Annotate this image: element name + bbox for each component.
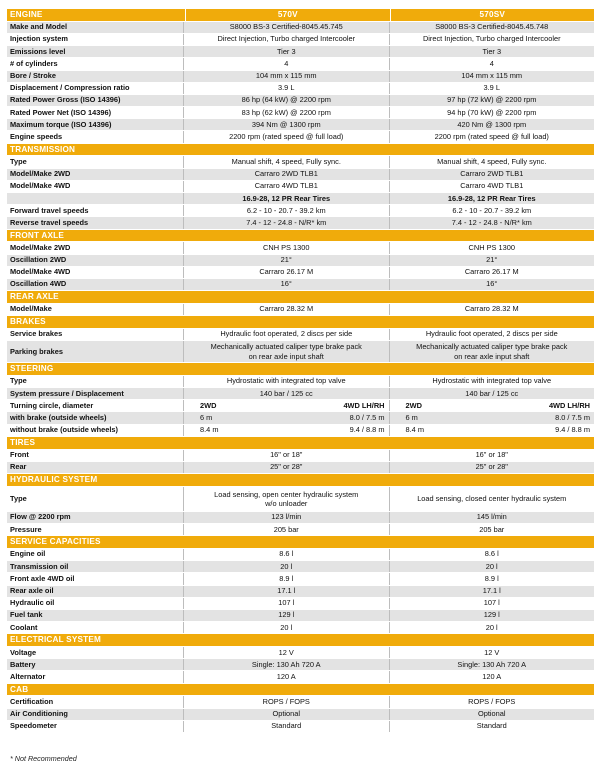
table-row (7, 156, 594, 168)
value-4wd: 8.0 / 7.5 m (349, 412, 385, 422)
section-header-engine (7, 9, 594, 22)
section-header-transmission (7, 144, 594, 157)
value-570v: Carraro 2WD TLB1 (183, 169, 389, 180)
row-label (7, 193, 183, 204)
table-row (7, 388, 594, 400)
value-570v: 205 bar (183, 524, 389, 535)
value-570sv (389, 400, 595, 411)
row-label: Hydraulic oil (10, 598, 55, 608)
row-label: Model/Make 2WD (10, 242, 71, 252)
value-570v: S8000 BS-3 Certified-8045.45.745 (183, 22, 389, 33)
value-570v: 120 A (183, 671, 389, 682)
row-label: Make and Model (10, 22, 68, 32)
value-570sv (389, 412, 595, 423)
section-title: FRONT AXLE (10, 230, 65, 240)
row-label: Engine oil (10, 549, 46, 559)
value-570sv: 97 hp (72 kW) @ 2200 rpm (389, 95, 595, 106)
row-label: Forward travel speeds (10, 205, 89, 215)
value-570v: Optional (183, 709, 389, 720)
value-570sv: 16.9-28, 12 PR Rear Tires (389, 193, 595, 204)
value-570v: Carraro 28.32 M (183, 304, 389, 315)
value-570sv: Carraro 26.17 M (389, 267, 595, 278)
section-title-engine: ENGINE (10, 10, 43, 19)
value-570v: 86 hp (64 kW) @ 2200 rpm (183, 95, 389, 106)
table-row (7, 647, 594, 659)
table-row (7, 267, 594, 279)
row-label: Rated Power Net (ISO 14396) (10, 107, 112, 117)
value-570sv: 4 (389, 58, 595, 69)
value-570sv: 20 l (389, 622, 595, 633)
value-570sv: 8.6 l (389, 549, 595, 560)
section-title: ELECTRICAL SYSTEM (10, 635, 102, 645)
section-header-rear-axle (7, 291, 594, 304)
value-570v: ROPS / FOPS (183, 696, 389, 707)
value-570sv: Carraro 2WD TLB1 (389, 169, 595, 180)
table-row (7, 95, 594, 107)
value-570sv: 129 l (389, 610, 595, 621)
value-570sv: 420 Nm @ 1300 rpm (389, 119, 595, 130)
value-2wd: 6 m (405, 412, 418, 422)
section-header-service-capacities (7, 536, 594, 549)
table-row (7, 450, 594, 462)
value-4wd: 9.4 / 8.8 m (555, 425, 590, 435)
value-570sv: 16" or 18" (389, 450, 595, 461)
table-row (7, 659, 594, 671)
subheader-2wd: 2WD (200, 400, 217, 410)
table-row (7, 376, 594, 388)
section-title: SERVICE CAPACITIES (10, 537, 101, 547)
table-row (7, 131, 594, 143)
column-header-570sv: 570SV (390, 9, 594, 21)
value-570sv: 16° (389, 279, 595, 290)
table-row (7, 573, 594, 585)
value-570v: Hydraulic foot operated, 2 discs per side (183, 329, 389, 340)
value-570v: 104 mm x 115 mm (183, 71, 389, 82)
row-label: Front (10, 450, 29, 460)
row-label: Model/Make 4WD (10, 181, 71, 191)
value-570v: 129 l (183, 610, 389, 621)
row-label: Rear axle oil (10, 586, 54, 596)
value-570sv: Standard (389, 721, 595, 732)
row-label: Rated Power Gross (ISO 14396) (10, 95, 121, 105)
value-570sv: Direct Injection, Turbo charged Intercooler (389, 34, 595, 45)
row-label: Front axle 4WD oil (10, 573, 75, 583)
table-row (7, 217, 594, 229)
value-570sv: 12 V (389, 647, 595, 658)
table-row (7, 721, 594, 733)
row-label: Fuel tank (10, 610, 43, 620)
table-row (7, 709, 594, 721)
value-line: Mechanically actuated caliper type brake pack (210, 342, 362, 352)
value-570sv: 145 l/min (389, 512, 595, 523)
table-row (7, 304, 594, 316)
table-row (7, 169, 594, 181)
row-label: Bore / Stroke (10, 71, 57, 81)
value-570v: 16" or 18" (183, 450, 389, 461)
value-line: on rear axle input shaft (454, 351, 530, 361)
value-570sv: 8.9 l (389, 573, 595, 584)
value-570v (183, 487, 389, 511)
table-row (7, 341, 594, 363)
table-row (7, 487, 594, 512)
table-row (7, 329, 594, 341)
table-row (7, 610, 594, 622)
row-label: Displacement / Compression ratio (10, 83, 130, 93)
value-570v: 12 V (183, 647, 389, 658)
value-570v: 17.1 l (183, 586, 389, 597)
value-570sv: Optional (389, 709, 595, 720)
row-label: Battery (10, 659, 36, 669)
value-570v: Manual shift, 4 speed, Fully sync. (183, 156, 389, 167)
table-row (7, 412, 594, 424)
value-570v: Tier 3 (183, 46, 389, 57)
table-row (7, 119, 594, 131)
table-row (7, 193, 594, 205)
row-label: Model/Make (10, 304, 52, 314)
row-label: Model/Make 2WD (10, 169, 71, 179)
table-row (7, 83, 594, 95)
value-570v: 3.9 L (183, 83, 389, 94)
value-570sv: 205 bar (389, 524, 595, 535)
section-title: CAB (10, 684, 29, 694)
column-header-570v: 570V (185, 9, 389, 21)
row-label: Injection system (10, 34, 68, 44)
table-row (7, 34, 594, 46)
row-label: Pressure (10, 524, 42, 534)
subheader-2wd: 2WD (405, 400, 422, 410)
row-label: System pressure / Displacement (10, 388, 124, 398)
table-row (7, 512, 594, 524)
table-row (7, 255, 594, 267)
row-label: with brake (outside wheels) (10, 412, 107, 422)
section-title: STEERING (10, 364, 54, 374)
table-row (7, 279, 594, 291)
value-570v: 6.2 - 10 - 20.7 - 39.2 km (183, 205, 389, 216)
table-row (7, 400, 594, 412)
value-570sv: 2200 rpm (rated speed @ full load) (389, 131, 595, 142)
value-570sv: Carraro 28.32 M (389, 304, 595, 315)
value-570v (183, 425, 389, 436)
table-row (7, 598, 594, 610)
row-label: Voltage (10, 647, 37, 657)
value-570sv: 7.4 - 12 - 24.8 - N/R* km (389, 217, 595, 228)
table-row (7, 58, 594, 70)
row-label: Oscillation 4WD (10, 279, 67, 289)
section-title: REAR AXLE (10, 292, 59, 302)
value-570v: 4 (183, 58, 389, 69)
value-570sv: S8000 BS-3 Certified-8045.45.748 (389, 22, 595, 33)
value-570v: 2200 rpm (rated speed @ full load) (183, 131, 389, 142)
value-570v: 16° (183, 279, 389, 290)
table-row (7, 181, 594, 193)
section-title: HYDRAULIC SYSTEM (10, 475, 98, 485)
value-570sv: 3.9 L (389, 83, 595, 94)
table-row (7, 561, 594, 573)
table-row (7, 71, 594, 83)
table-row (7, 107, 594, 119)
row-label: # of cylinders (10, 58, 58, 68)
value-570v: Carraro 4WD TLB1 (183, 181, 389, 192)
row-label: Type (10, 376, 27, 386)
value-570v: Single: 130 Ah 720 A (183, 659, 389, 670)
value-570v: CNH PS 1300 (183, 242, 389, 253)
value-4wd: 8.0 / 7.5 m (555, 412, 590, 422)
value-570v: 394 Nm @ 1300 rpm (183, 119, 389, 130)
value-570sv: ROPS / FOPS (389, 696, 595, 707)
value-570sv: Hydraulic foot operated, 2 discs per side (389, 329, 595, 340)
value-570sv: Load sensing, closed center hydraulic system (389, 487, 595, 511)
row-label: Transmission oil (10, 561, 69, 571)
row-label: Turning circle, diameter (10, 400, 94, 410)
value-570v: 8.6 l (183, 549, 389, 560)
value-line: Mechanically actuated caliper type brake pack (416, 342, 568, 352)
table-row (7, 22, 594, 34)
value-570sv: Hydrostatic with integrated top valve (389, 376, 595, 387)
value-2wd: 8.4 m (200, 425, 219, 435)
table-row (7, 425, 594, 437)
value-570v: 16.9-28, 12 PR Rear Tires (183, 193, 389, 204)
value-570v: 123 l/min (183, 512, 389, 523)
value-4wd: 9.4 / 8.8 m (349, 425, 385, 435)
value-570v: 20 l (183, 622, 389, 633)
value-570sv: Single: 130 Ah 720 A (389, 659, 595, 670)
value-570v: 8.9 l (183, 573, 389, 584)
row-label: Reverse travel speeds (10, 217, 89, 227)
value-570v (183, 341, 389, 362)
row-label: Oscillation 2WD (10, 255, 67, 265)
section-header-front-axle (7, 230, 594, 243)
row-label: Emissions level (10, 46, 66, 56)
section-header-steering (7, 363, 594, 376)
row-label: Maximum torque (ISO 14396) (10, 119, 112, 129)
row-label: Coolant (10, 622, 38, 632)
value-570sv: 20 l (389, 561, 595, 572)
value-570sv: Manual shift, 4 speed, Fully sync. (389, 156, 595, 167)
table-row (7, 205, 594, 217)
row-label: Type (10, 493, 27, 503)
value-570sv: 107 l (389, 598, 595, 609)
value-570sv: 17.1 l (389, 586, 595, 597)
value-570sv: 21° (389, 255, 595, 266)
value-570v: Standard (183, 721, 389, 732)
value-570sv (389, 425, 595, 436)
value-570v: 107 l (183, 598, 389, 609)
row-label: Service brakes (10, 329, 63, 339)
value-570sv: Carraro 4WD TLB1 (389, 181, 595, 192)
row-label: Rear (10, 462, 27, 472)
table-row (7, 242, 594, 254)
value-570sv: 104 mm x 115 mm (389, 71, 595, 82)
value-570sv: Tier 3 (389, 46, 595, 57)
section-title: TIRES (10, 437, 36, 447)
row-label: Model/Make 4WD (10, 267, 71, 277)
section-header-brakes (7, 316, 594, 329)
spec-sheet (7, 9, 594, 733)
value-570v: 20 l (183, 561, 389, 572)
row-label: Engine speeds (10, 131, 63, 141)
row-label: Alternator (10, 671, 46, 681)
row-label: Air Conditioning (10, 709, 68, 719)
row-label: Flow @ 2200 rpm (10, 512, 71, 522)
table-row (7, 462, 594, 474)
value-570sv (389, 341, 595, 362)
value-570v: Carraro 26.17 M (183, 267, 389, 278)
value-570sv: 120 A (389, 671, 595, 682)
footnote: * Not Recommended (10, 754, 77, 763)
row-label: Certification (10, 696, 54, 706)
table-row (7, 549, 594, 561)
table-row (7, 696, 594, 708)
section-header-cab (7, 684, 594, 697)
row-label: Type (10, 156, 27, 166)
table-row (7, 524, 594, 536)
value-570sv: 94 hp (70 kW) @ 2200 rpm (389, 107, 595, 118)
table-row (7, 586, 594, 598)
subheader-4wd: 4WD LH/RH (343, 400, 385, 410)
value-line: Load sensing, open center hydraulic system (214, 489, 359, 499)
value-570v: 7.4 - 12 - 24.8 - N/R* km (183, 217, 389, 228)
table-row (7, 671, 594, 683)
section-header-electrical (7, 634, 594, 647)
value-570v: 83 hp (62 kW) @ 2200 rpm (183, 107, 389, 118)
section-header-tires (7, 437, 594, 450)
subheader-4wd: 4WD LH/RH (548, 400, 590, 410)
value-570sv: CNH PS 1300 (389, 242, 595, 253)
row-label: Speedometer (10, 721, 57, 731)
value-570v: 140 bar / 125 cc (183, 388, 389, 399)
value-570v: Hydrostatic with integrated top valve (183, 376, 389, 387)
section-title: BRAKES (10, 317, 46, 327)
value-570v: 21° (183, 255, 389, 266)
value-570sv: 6.2 - 10 - 20.7 - 39.2 km (389, 205, 595, 216)
value-line: on rear axle input shaft (248, 351, 324, 361)
section-header-hydraulic (7, 474, 594, 487)
section-title: TRANSMISSION (10, 144, 76, 154)
value-570v: 25" or 28" (183, 462, 389, 473)
value-line: w/o unloader (265, 498, 308, 508)
table-row (7, 46, 594, 58)
row-label: without brake (outside wheels) (10, 425, 118, 435)
value-570v (183, 412, 389, 423)
table-row (7, 622, 594, 634)
value-570sv: 140 bar / 125 cc (389, 388, 595, 399)
value-2wd: 6 m (200, 412, 213, 422)
value-570v: Direct Injection, Turbo charged Intercooler (183, 34, 389, 45)
value-570sv: 25" or 28" (389, 462, 595, 473)
value-2wd: 8.4 m (405, 425, 424, 435)
row-label: Parking brakes (10, 346, 63, 356)
value-570v (183, 400, 389, 411)
